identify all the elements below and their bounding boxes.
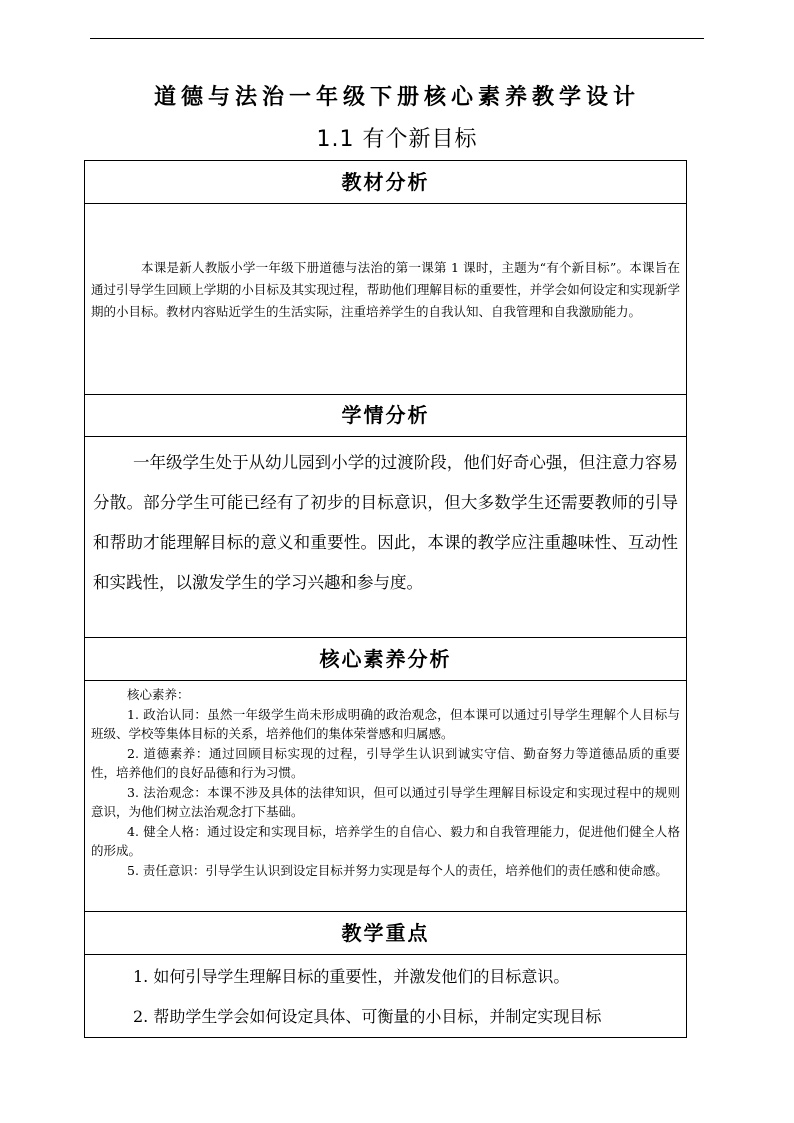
- section-heading-learners: 学情分析: [85, 394, 686, 437]
- section-heading-material: 教材分析: [85, 161, 686, 204]
- literacy-item: 5. 责任意识：引导学生认识到设定目标并努力实现是每个人的责任，培养他们的责任感和使命感。: [127, 862, 668, 878]
- focus-item: 1. 如何引导学生理解目标的重要性，并激发他们的目标意识。: [133, 967, 570, 986]
- literacy-item: 3. 法治观念：本课不涉及具体的法律知识，但可以通过引导学生理解目标设定和实现过程中的规则意识，为他们树立法治观念打下基础。: [91, 784, 680, 819]
- design-table: [84, 160, 687, 1038]
- core-literacy-list: [85, 685, 686, 880]
- section-heading-focus: 教学重点: [85, 911, 686, 955]
- document-title: 道德与法治一年级下册核心素养教学设计: [153, 84, 640, 110]
- focus-item: 2. 帮助学生学会如何设定具体、可衡量的小目标，并制定实现目标: [133, 1007, 602, 1026]
- header-rule: [90, 38, 704, 39]
- literacy-item: 2. 道德素养：通过回顾目标实现的过程，引导学生认识到诚实守信、勤奋努力等道德品质的重要性，培养他们的良好品德和行为习惯。: [91, 745, 680, 780]
- core-literacy-intro: 核心素养：: [127, 687, 190, 702]
- literacy-item: 4. 健全人格：通过设定和实现目标，培养学生的自信心、毅力和自我管理能力，促进他们健全人格的形成。: [91, 823, 680, 858]
- learner-analysis-text: 一年级学生处于从幼儿园到小学的过渡阶段，他们好奇心强，但注意力容易分散。部分学生可能已经有了初步的目标意识，但大多数学生还需要教师的引导和帮助才能理解目标的意义和重要性。因此，本课的教学应注重趣味性、互动性和实践性，以激发学生的学习兴趣和参与度。: [93, 453, 678, 592]
- teaching-focus-list: [85, 957, 686, 1037]
- literacy-item: 1. 政治认同：虽然一年级学生尚未形成明确的政治观念，但本课可以通过引导学生理解个人目标与班级、学校等集体目标的关系，培养他们的集体荣誉感和归属感。: [91, 706, 680, 741]
- material-analysis-text: 本课是新人教版小学一年级下册道德与法治的第一课第 1 课时，主题为“有个新目标”。本课旨在通过引导学生回顾上学期的小目标及其实现过程，帮助他们理解目标的重要性，并学会如何设定和实现新学期的小目标。教材内容贴近学生的生活实际，注重培养学生的自我认知、自我管理和自我激励能力。: [91, 260, 680, 319]
- section-heading-literacy: 核心素养分析: [85, 637, 686, 681]
- lesson-title: 1.1 有个新目标: [316, 127, 478, 152]
